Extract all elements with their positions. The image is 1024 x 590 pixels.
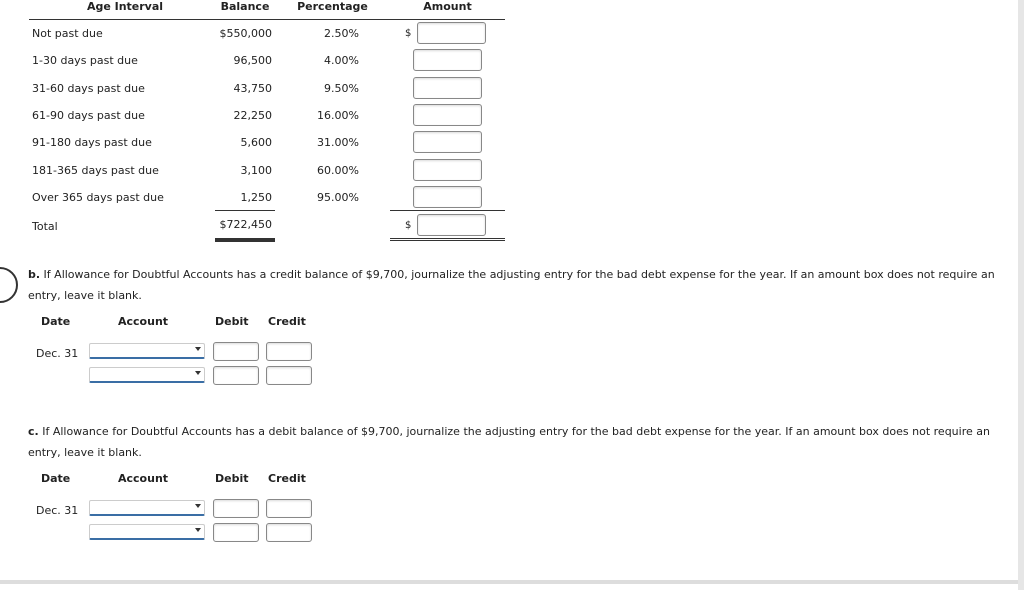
percentage: 9.50% xyxy=(324,81,359,95)
header-account: Account xyxy=(118,472,169,485)
entry-date: Dec. 31 xyxy=(36,347,79,360)
total-label: Total xyxy=(32,220,58,233)
amount-input[interactable] xyxy=(413,77,482,99)
age-interval: 181-365 days past due xyxy=(32,163,159,177)
amount-input[interactable] xyxy=(413,49,482,71)
header-percentage: Percentage xyxy=(297,0,368,13)
debit-input[interactable] xyxy=(213,499,259,518)
percentage: 4.00% xyxy=(324,54,359,68)
balance: 5,600 xyxy=(240,136,272,150)
account-select[interactable] xyxy=(89,524,205,540)
chevron-down-icon xyxy=(195,371,201,375)
age-interval: 61-90 days past due xyxy=(32,108,145,122)
balance-double-line xyxy=(215,238,275,240)
header-date: Date xyxy=(41,472,71,485)
header-divider xyxy=(29,19,505,20)
percentage: 2.50% xyxy=(324,27,359,40)
percentage: 95.00% xyxy=(317,190,359,204)
part-c-letter: c. xyxy=(28,425,39,438)
balance: 1,250 xyxy=(240,190,272,204)
chevron-down-icon xyxy=(195,528,201,532)
debit-input[interactable] xyxy=(213,523,259,542)
chevron-down-icon xyxy=(195,504,201,508)
credit-input[interactable] xyxy=(266,366,312,385)
account-select[interactable] xyxy=(89,343,205,359)
balance: 43,750 xyxy=(233,81,272,95)
header-account: Account xyxy=(118,315,169,328)
age-interval: 1-30 days past due xyxy=(32,54,138,68)
age-interval: 91-180 days past due xyxy=(32,136,152,150)
amount-total-line xyxy=(390,210,505,211)
currency-symbol: $ xyxy=(405,28,412,39)
scroll-indicator-icon[interactable] xyxy=(0,267,18,303)
debit-input[interactable] xyxy=(213,366,259,385)
age-interval: Over 365 days past due xyxy=(32,190,164,204)
balance: $550,000 xyxy=(219,27,272,40)
amount-input[interactable] xyxy=(413,131,482,153)
horizontal-scrollbar[interactable] xyxy=(0,580,1018,584)
balance: 3,100 xyxy=(240,163,272,177)
header-debit: Debit xyxy=(215,472,249,485)
header-amount: Amount xyxy=(423,0,472,13)
percentage: 31.00% xyxy=(317,136,359,150)
header-credit: Credit xyxy=(268,472,306,485)
part-c-instructions xyxy=(28,421,998,463)
debit-input[interactable] xyxy=(213,342,259,361)
total-amount-input[interactable] xyxy=(417,214,486,236)
credit-input[interactable] xyxy=(266,499,312,518)
total-currency: $ xyxy=(405,220,412,231)
balance: 22,250 xyxy=(233,108,272,122)
credit-input[interactable] xyxy=(266,342,312,361)
header-date: Date xyxy=(41,315,71,328)
part-b-instructions xyxy=(28,264,998,306)
balance-total-line xyxy=(215,210,275,211)
chevron-down-icon xyxy=(195,347,201,351)
credit-input[interactable] xyxy=(266,523,312,542)
header-balance: Balance xyxy=(220,0,270,13)
amount-input[interactable] xyxy=(413,159,482,181)
header-debit: Debit xyxy=(215,315,249,328)
part-c-text: If Allowance for Doubtful Accounts has a debit balance of $9,700, journalize the adjusting entry for the bad debt expense for the year. If an amount box does not require an entry, leave it blank. xyxy=(28,425,990,459)
account-select[interactable] xyxy=(89,367,205,383)
percentage: 60.00% xyxy=(317,163,359,177)
account-select[interactable] xyxy=(89,500,205,516)
percentage: 16.00% xyxy=(317,108,359,122)
age-interval: 31-60 days past due xyxy=(32,81,145,95)
amount-input[interactable] xyxy=(413,104,482,126)
header-credit: Credit xyxy=(268,315,306,328)
header-age-interval: Age Interval xyxy=(86,0,164,13)
part-b-text: If Allowance for Doubtful Accounts has a credit balance of $9,700, journalize the adjusting entry for the bad debt expense for the year. If an amount box does not require an entry, leave it blank. xyxy=(28,268,995,302)
balance: 96,500 xyxy=(233,54,272,68)
vertical-scrollbar[interactable] xyxy=(1018,0,1024,590)
total-balance: $722,450 xyxy=(219,218,272,231)
amount-input[interactable] xyxy=(413,186,482,208)
entry-date: Dec. 31 xyxy=(36,504,79,517)
amount-input[interactable] xyxy=(417,22,486,44)
part-b-letter: b. xyxy=(28,268,41,281)
amount-double-line xyxy=(390,238,505,239)
age-interval: Not past due xyxy=(32,27,103,40)
